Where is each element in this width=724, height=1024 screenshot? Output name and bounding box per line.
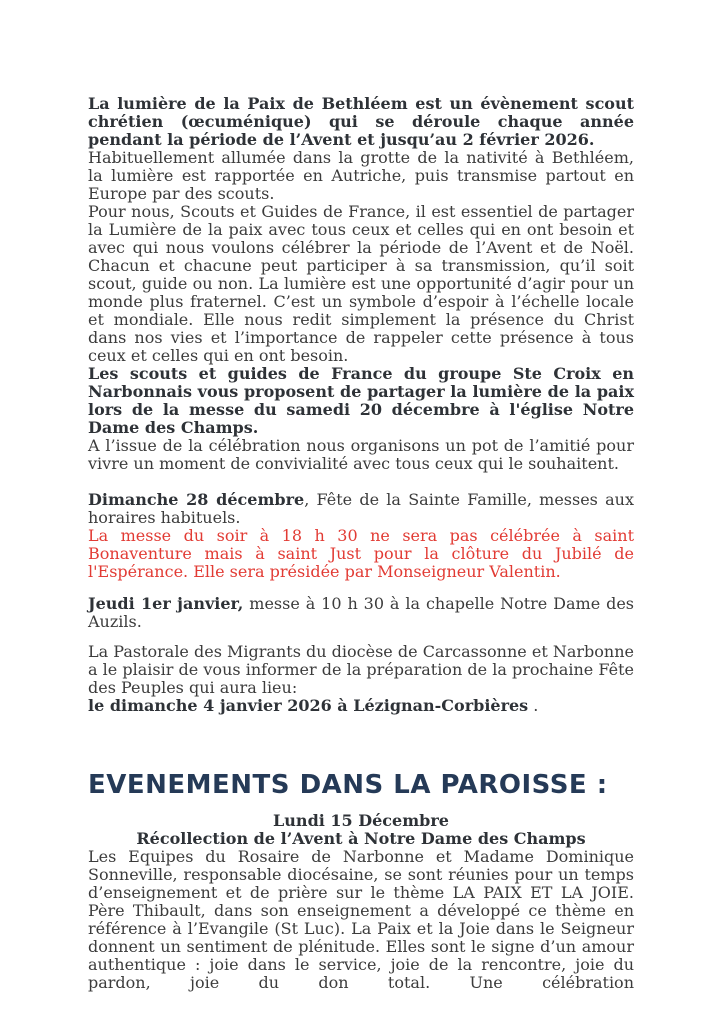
feast-date: le dimanche 4 janvier 2026 à Lézignan-Corbières: [88, 696, 529, 715]
feast-date-paragraph: [88, 697, 634, 715]
intro-bold-paragraph: La lumière de la Paix de Bethléem est un évènement scout chrétien (œcuménique) qui se déroule chaque année pendant la période de l’Avent et jusqu’au 2 février 2026.: [88, 94, 634, 149]
red-mass-notice: La messe du soir à 18 h 30 ne sera pas célébrée à saint Bonaventure mais à saint Just pour la clôture du Jubilé de l'Espérance. Elle sera présidée par Monseigneur Valentin.: [88, 526, 634, 581]
thursday-1-date: Jeudi 1er janvier,: [88, 594, 244, 613]
thursday-1-paragraph: [88, 595, 634, 631]
spacer: [88, 581, 634, 595]
sunday-28-text: , Fête de la Sainte Famille, messes aux horaires habituels.: [88, 490, 635, 527]
event-body-paragraph: Les Equipes du Rosaire de Narbonne et Madame Dominique Sonneville, responsable diocésaine, se sont réunies pour un temps d’enseignement et de prière sur le thème LA PAIX ET LA JOIE. Père Thibault, dans son enseignement a développé ce thème en référence à l’Evangile (St Luc). La Paix et la Joie dans le Seigneur donnent un sentiment de plénitude. Elles sont le signe d’un amour authentique : joie dans le service, joie de la rencontre, joie du pardon, joie du don total. Une célébration: [88, 847, 634, 992]
invitation-bold-paragraph: Les scouts et guides de France du groupe Ste Croix en Narbonnais vous proposent de partager la lumière de la paix lors de la messe du samedi 20 décembre à l'église Notre Dame des Champs.: [88, 364, 634, 437]
origin-paragraph: Habituellement allumée dans la grotte de la nativité à Bethléem, la lumière est rapportée en Autriche, puis transmise partout en Europe par des scouts.: [88, 148, 634, 203]
feast-date-period: .: [528, 696, 539, 715]
event-title-line: Récollection de l’Avent à Notre Dame des Champs: [136, 829, 586, 848]
scouts-paragraph: Pour nous, Scouts et Guides de France, il est essentiel de partager la Lumière de la paix avec tous ceux et celles qui en ont besoin et avec qui nous voulons célébrer la période de l’Avent et de Noël. Chacun et chacune peut participer à sa transmission, qu’il soit scout, guide ou non. La lumière est une opportunité d’agir pour un monde plus fraternel. C’est un symbole d’espoir à l’échelle locale et mondiale. Elle nous redit simplement la présence du Christ dans nos vies et l’importance de rappeler cette présence à tous ceux et celles qui en ont besoin.: [88, 202, 634, 365]
thursday-1-text: messe à 10 h 30 à la chapelle Notre Dame des Auzils.: [88, 594, 635, 631]
sunday-28-date: Dimanche 28 décembre: [88, 490, 305, 509]
pastorale-paragraph: La Pastorale des Migrants du diocèse de Carcassonne et Narbonne a le plaisir de vous informer de la préparation de la prochaine Fête des Peuples qui aura lieu:: [88, 642, 634, 697]
pot-amitie-paragraph: A l’issue de la célébration nous organisons un pot de l’amitié pour vivre un moment de convivialité avec tous ceux qui le souhaitent.: [88, 436, 634, 473]
spacer: [88, 715, 634, 770]
spacer: [88, 473, 634, 491]
section-heading-events: EVENEMENTS DANS LA PAROISSE :: [88, 770, 608, 800]
event-date-line: Lundi 15 Décembre: [273, 811, 449, 830]
sunday-28-paragraph: [88, 491, 634, 527]
